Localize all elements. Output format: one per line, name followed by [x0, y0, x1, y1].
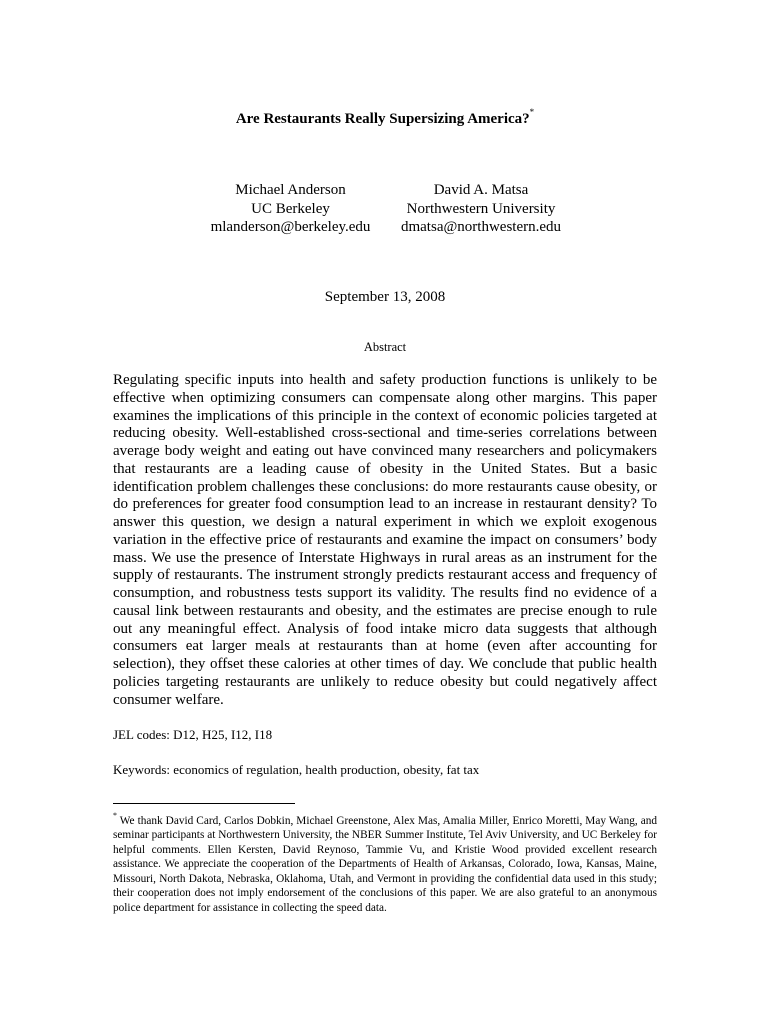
footnote — [113, 810, 657, 915]
footnote-mark: * — [113, 811, 117, 820]
jel-codes: JEL codes: D12, H25, I12, I18 — [113, 727, 273, 742]
author-name: Michael Anderson — [235, 182, 346, 198]
abstract-body: Regulating specific inputs into health and safety production functions is unlikely to be effective when optimizing consumers can compensate along other margins. This paper examines the implications of this principle in the context of economic policies targeted at reducing obesity. Well-established cross-sectional and time-series correlations between average body weight and eating out have convinced many researchers and policymakers that restaurants are a leading cause of obesity in the United States. But a basic identification problem challenges these conclusions: do more restaurants cause obesity, or do preferences for greater food consumption lead to an increase in restaurant density? To answer this question, we design a natural experiment in which we exploit exogenous variation in the effective price of restaurants and examine the impact on consumers’ body mass. We use the presence of Interstate Highways in rural areas as an instrument for the supply of restaurants. The instrument strongly predicts restaurant access and frequency of consumption, and robustness tests support its validity. The results find no evidence of a causal link between restaurants and obesity, and the estimates are precise enough to rule out any meaningful effect. Analysis of food intake micro data suggests that although consumers eat larger meals at restaurants than at home (even after accounting for selection), they offset these calories at other times of day. We conclude that public health policies targeting restaurants are unlikely to reduce obesity but could negatively affect consumer welfare. — [113, 372, 657, 708]
footnote-divider — [113, 803, 295, 804]
paper-title — [0, 109, 770, 128]
abstract-heading: Abstract — [363, 340, 407, 354]
author-email: mlanderson@berkeley.edu — [210, 219, 371, 235]
paper-title-text: Are Restaurants Really Supersizing America? — [235, 111, 530, 127]
author-affiliation: Northwestern University — [406, 200, 556, 217]
author-block-matsa — [392, 181, 570, 237]
author-email: dmatsa@northwestern.edu — [400, 219, 562, 235]
author-name: David A. Matsa — [433, 182, 529, 198]
title-footnote-mark: * — [529, 107, 535, 117]
footnote-text: We thank David Card, Carlos Dobkin, Michael Greenstone, Alex Mas, Amalia Miller, Enrico Moretti, May Wang, and seminar participants at Northwestern University, the NBER Summer Institute, Tel Aviv University, and UC Berkeley for helpful comments. Ellen Kersten, David Reynoso, Tammie Vu, and Kristie Wood provided excellent research assistance. We appreciate the cooperation of the Departments of Health of Arkansas, Colorado, Iowa, Kansas, Maine, Missouri, North Dakota, Nebraska, Oklahoma, Utah, and Vermont in providing the confidential data used in this study; their cooperation does not imply endorsement of the conclusions of this paper. We are also grateful to an anonymous police department for assistance in collecting the speed data. — [113, 814, 657, 914]
author-affiliation: UC Berkeley — [251, 200, 330, 217]
keywords: Keywords: economics of regulation, health production, obesity, fat tax — [113, 762, 480, 777]
paper-date: September 13, 2008 — [324, 289, 446, 305]
author-block-anderson — [188, 181, 393, 237]
